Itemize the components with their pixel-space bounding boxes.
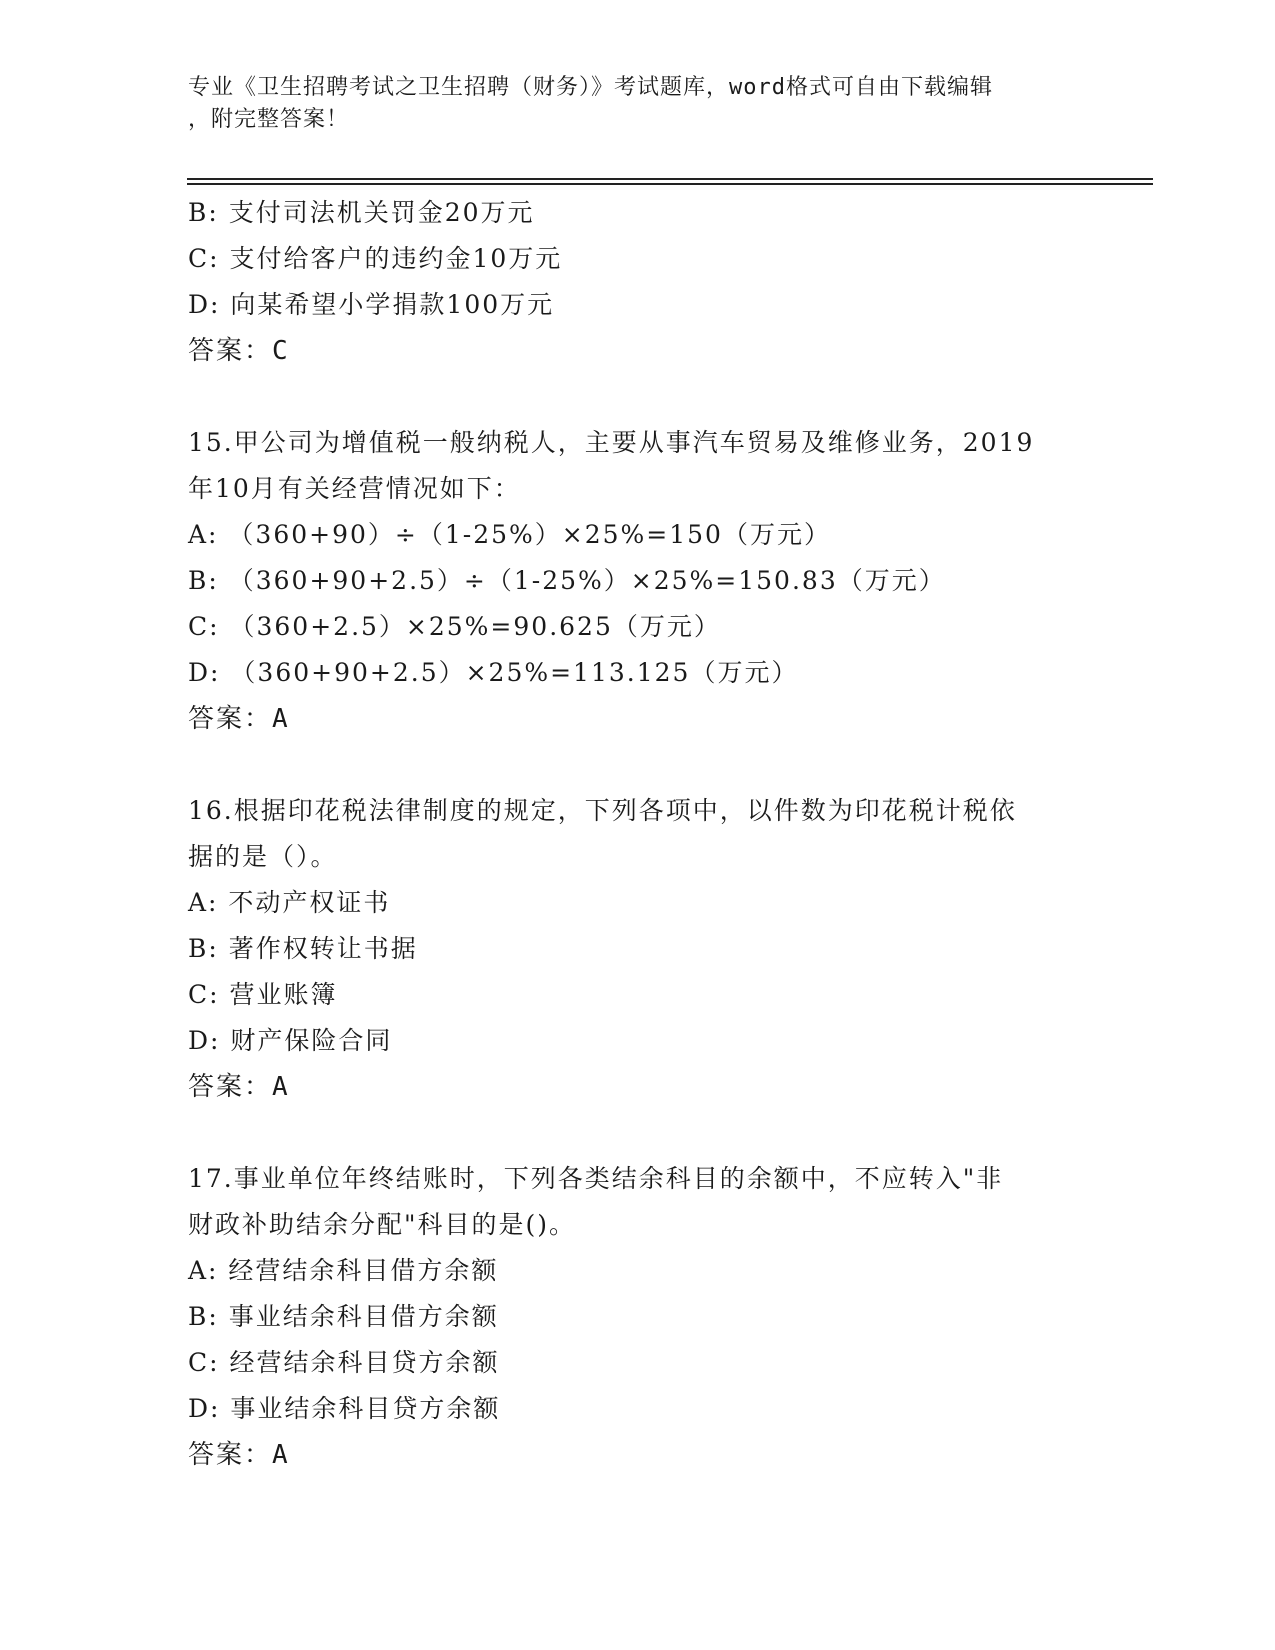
header-divider-top (187, 178, 1153, 180)
option-d: D: 财产保险合同 (188, 1026, 393, 1055)
option-d: D: （360+90+2.5）×25%=113.125（万元） (188, 658, 799, 687)
spacer (188, 1110, 1088, 1156)
question-stem-line: 据的是（）。 (188, 842, 338, 871)
option-a: A: 经营结余科目借方余额 (188, 1256, 499, 1285)
header-line-2: ，附完整答案！ (188, 107, 350, 132)
answer-line: 答案：C (188, 336, 290, 366)
option-b: B: 事业结余科目借方余额 (188, 1302, 499, 1331)
question-block-16 (188, 788, 1088, 1110)
header-divider-bottom (187, 183, 1153, 185)
option-b: B: （360+90+2.5）÷（1-25%）×25%=150.83（万元） (188, 566, 946, 595)
question-stem-line: 年10月有关经营情况如下： (188, 474, 521, 503)
option-b: B: 著作权转让书据 (188, 934, 418, 963)
answer-line: 答案：A (188, 1072, 290, 1102)
option-d: D: 事业结余科目贷方余额 (188, 1394, 501, 1423)
option-c: C: 经营结余科目贷方余额 (188, 1348, 500, 1377)
option-c: C: 营业账簿 (188, 980, 338, 1009)
page-header (188, 72, 1088, 136)
question-block-14 (188, 190, 1088, 374)
question-block-17 (188, 1156, 1088, 1478)
question-list (188, 190, 1088, 1478)
header-line-1: 专业《卫生招聘考试之卫生招聘（财务）》考试题库，word格式可自由下载编辑 (188, 75, 993, 100)
option-a: A: （360+90）÷（1-25%）×25%=150（万元） (188, 520, 831, 549)
question-block-15 (188, 420, 1088, 742)
spacer (188, 742, 1088, 788)
option-a: A: 不动产权证书 (188, 888, 391, 917)
answer-line: 答案：A (188, 704, 290, 734)
option-d: D: 向某希望小学捐款100万元 (188, 290, 555, 319)
question-stem-line: 16.根据印花税法律制度的规定，下列各项中，以件数为印花税计税依 (188, 796, 1017, 825)
question-stem-line: 15.甲公司为增值税一般纳税人，主要从事汽车贸易及维修业务，2019 (188, 428, 1035, 457)
option-c: C: 支付给客户的违约金10万元 (188, 244, 563, 273)
option-b: B: 支付司法机关罚金20万元 (188, 198, 535, 227)
spacer (188, 374, 1088, 420)
option-c: C: （360+2.5）×25%=90.625（万元） (188, 612, 721, 641)
answer-line: 答案：A (188, 1440, 290, 1470)
question-stem-line: 财政补助结余分配"科目的是()。 (188, 1210, 577, 1239)
question-stem-line: 17.事业单位年终结账时，下列各类结余科目的余额中，不应转入"非 (188, 1164, 1004, 1193)
